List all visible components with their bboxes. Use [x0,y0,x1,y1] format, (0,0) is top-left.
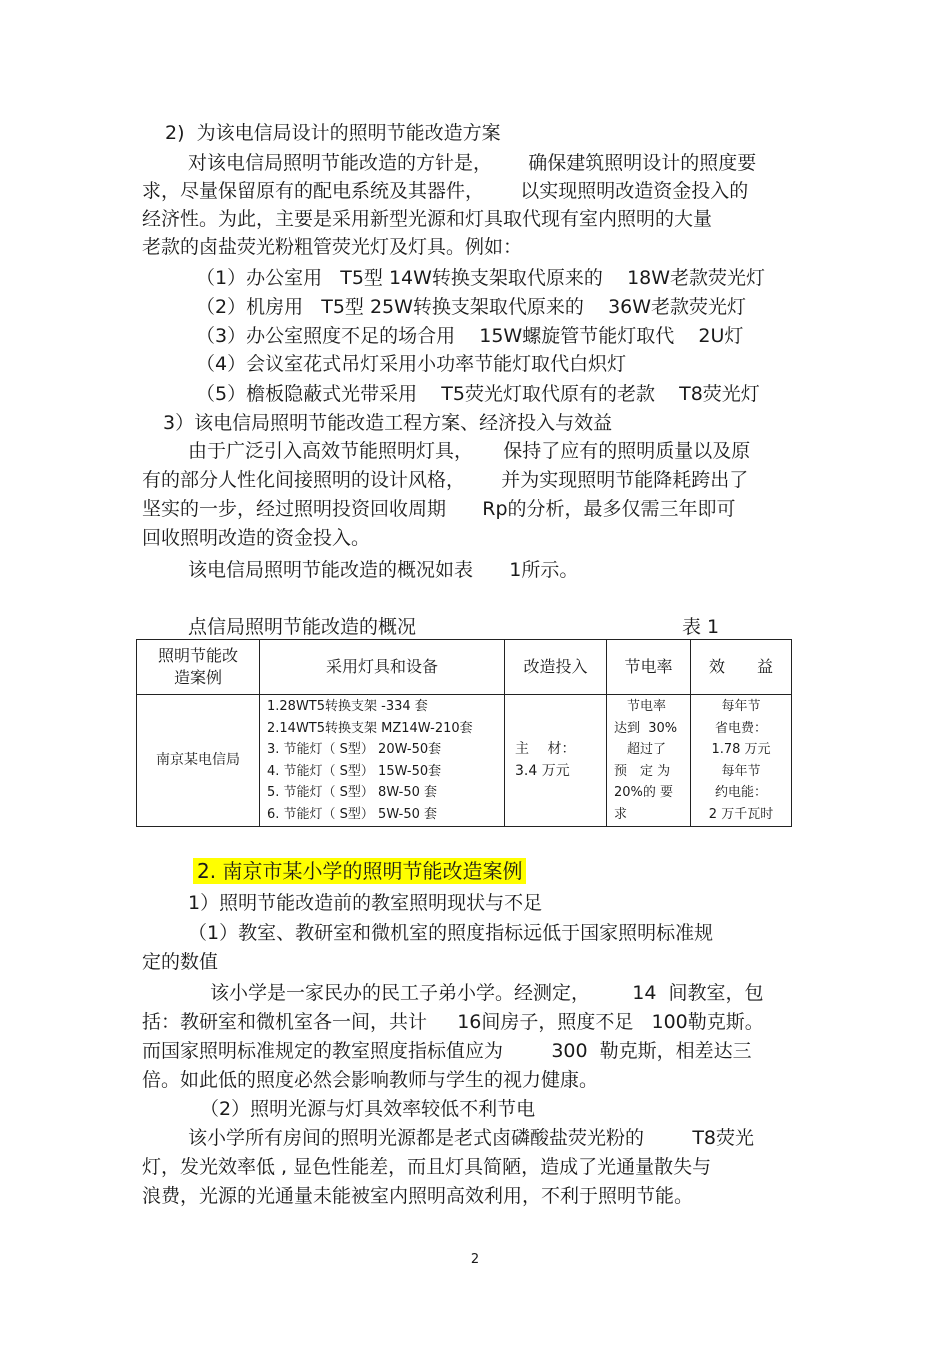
text-line: 该小学所有房间的照明光源都是老式卤磷酸盐荧光粉的 T8荧光 [188,1127,755,1149]
energy-retrofit-table [136,639,792,827]
text-line: 该电信局照明节能改造的概况如表 1所示。 [188,559,579,581]
text-line: 倍。如此低的照度必然会影响教师与学生的视力健康。 [142,1069,599,1091]
header-case: 照明节能改造案例 [137,640,260,695]
table-header-row [137,640,792,695]
saving-rate-line: 超过了 [614,742,667,757]
text-line: 2) 为该电信局设计的照明节能改造方案 [165,122,501,144]
equipment-line: 3. 节能灯（ S型） 20W-50套 [267,742,442,757]
equipment-line: 4. 节能灯（ S型） 15W-50套 [267,763,442,779]
cell-saving-rate [607,695,691,827]
benefit-line: 约电能： [714,785,767,800]
saving-rate-line: 节电率 [614,699,667,714]
section-heading [193,857,526,885]
text-line: （2）机房用 T5型 25W转换支架取代原来的 36W老款荧光灯 [196,296,747,318]
benefit-line: 每年节 [721,699,761,714]
section-heading-text: 2. 南京市某小学的照明节能改造案例 [193,858,526,884]
text-line: 对该电信局照明节能改造的方针是， 确保建筑照明设计的照度要 [188,152,757,174]
page-number: 2 [470,1252,480,1267]
cell-equipment [260,695,505,827]
text-line: 而国家照明标准规定的教室照度指标值应为 300 勒克斯，相差达三 [142,1040,752,1062]
text-line: 老款的卤盐荧光粉粗管荧光灯及灯具。例如： [142,236,523,258]
header-saving-rate: 节电率 [607,640,691,695]
text-line: （2）照明光源与灯具效率较低不利节电 [200,1098,536,1120]
cell-investment [505,695,607,827]
equipment-line: 1.28WT5转换支架 -334 套 [267,699,428,714]
header-benefit: 效 益 [691,640,792,695]
text-line: 灯，发光效率低 , 显色性能差，而且灯具简陋，造成了光通量散失与 [142,1156,712,1178]
text-line: 坚实的一步，经过照明投资回收周期 Rp的分析，最多仅需三年即可 [142,498,736,520]
saving-rate-line: 求 [614,806,628,822]
text-line: 该小学是一家民办的民工子弟小学。经测定， 14 间教室，包 [210,982,764,1004]
benefit-line: 2 万千瓦时 [708,806,774,822]
header-equipment: 采用灯具和设备 [260,640,505,695]
cell-benefit [691,695,792,827]
equipment-line: 6. 节能灯（ S型） 5W-50 套 [267,806,438,822]
text-line: 由于广泛引入高效节能照明灯具， 保持了应有的照明质量以及原 [188,440,751,462]
text-line: （3）办公室照度不足的场合用 15W螺旋管节能灯取代 2U灯 [196,325,744,347]
text-line: 点信局照明节能改造的概况 [188,616,417,638]
text-line: 表 1 [682,616,720,638]
saving-rate-line: 达到 30% [614,720,678,736]
text-line: 定的数值 [142,951,219,973]
saving-rate-line: 20%的 要 [614,785,674,800]
table-row [137,695,792,827]
header-investment: 改造投入 [505,640,607,695]
investment-line: 3.4 万元 [515,762,570,779]
cell-case: 南京某电信局 [137,695,260,827]
text-line: 1）照明节能改造前的教室照明现状与不足 [188,892,543,914]
text-line: 回收照明改造的资金投入。 [142,527,371,549]
investment-line: 主 材： [515,741,576,757]
benefit-line: 省电费： [714,720,767,736]
text-line: （1）办公室用 T5型 14W转换支架取代原来的 18W老款荧光灯 [196,267,766,289]
equipment-line: 2.14WT5转换支架 MZ14W-210套 [267,720,473,736]
text-line: 3）该电信局照明节能改造工程方案、经济投入与效益 [163,412,613,434]
benefit-line: 每年节 [721,763,761,779]
text-line: （1）教室、教研室和微机室的照度指标远低于国家照明标准规 [188,922,714,944]
text-line: 括：教研室和微机室各一间，共计 16间房子，照度不足 100勒克斯。 [142,1011,764,1033]
text-line: 浪费，光源的光通量未能被室内照明高效利用，不利于照明节能。 [142,1185,694,1207]
text-line: 有的部分人性化间接照明的设计风格， 并为实现照明节能降耗跨出了 [142,469,749,491]
saving-rate-line: 预 定 为 [614,763,671,779]
equipment-line: 5. 节能灯（ S型） 8W-50 套 [267,785,438,800]
benefit-line: 1.78 万元 [711,742,771,757]
text-line: 求，尽量保留原有的配电系统及其器件， 以实现照明改造资金投入的 [142,180,749,202]
text-line: （5）檐板隐蔽式光带采用 T5荧光灯取代原有的老款 T8荧光灯 [196,383,760,405]
text-line: 经济性。为此，主要是采用新型光源和灯具取代现有室内照明的大量 [142,208,713,230]
text-line: （4）会议室花式吊灯采用小功率节能灯取代白炽灯 [196,353,627,375]
